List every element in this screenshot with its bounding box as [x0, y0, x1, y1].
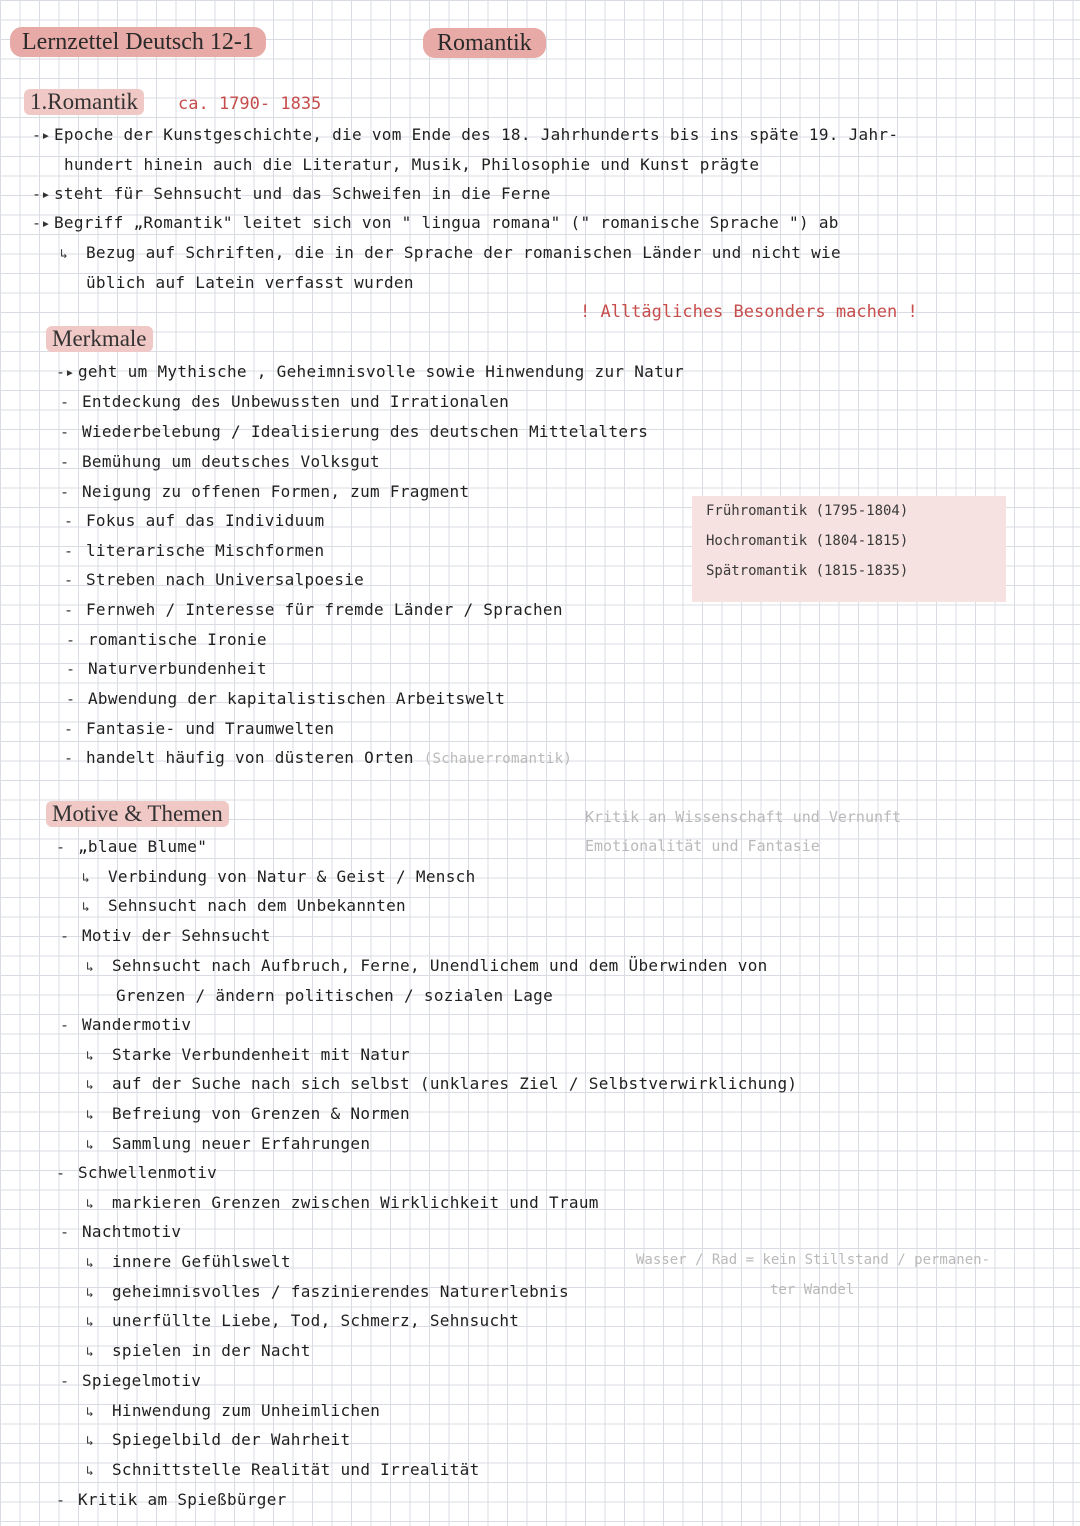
grey-note-kritik: Kritik an Wissenschaft und Vernunft — [585, 808, 902, 826]
motiv-wander: - Wandermotiv — [60, 1015, 192, 1034]
merkmal-item: - Entdeckung des Unbewussten und Irrationalen — [60, 392, 510, 411]
merkmal-item: - Bemühung um deutsches Volksgut — [60, 452, 380, 471]
motiv-sub: ↳ Sehnsucht nach Aufbruch, Ferne, Unendlichem und dem Überwinden von — [86, 956, 768, 975]
merkmal-item: - Naturverbundenheit — [66, 659, 267, 678]
merkmal-item: - literarische Mischformen — [64, 541, 325, 560]
motiv-sub-cont: Grenzen / ändern politischen / sozialen Lage — [116, 986, 554, 1005]
motiv-sub: ↳ Starke Verbundenheit mit Natur — [86, 1045, 410, 1064]
section-heading-motive: Motive & Themen — [46, 801, 229, 827]
grey-note-schauerromantik: (Schauerromantik) — [423, 751, 573, 767]
phase-hoch: Hochromantik (1804-1815) — [706, 533, 909, 549]
section-heading-romantik: 1.Romantik — [24, 89, 144, 115]
motiv-blaue-blume: - „blaue Blume" — [56, 837, 208, 856]
motiv-sub: ↳ innere Gefühlswelt — [86, 1252, 291, 1271]
merkmal-item: - Neigung zu offenen Formen, zum Fragment — [60, 482, 470, 501]
merkmal-item: - Fernweh / Interesse für fremde Länder / Sprachen — [64, 600, 563, 619]
motiv-schwelle: - Schwellenmotiv — [56, 1163, 218, 1182]
definition-line-1: -▸ Epoche der Kunstgeschichte, die vom Ende des 18. Jahrhunderts bis ins späte 19. Jahr- — [32, 125, 899, 144]
motiv-sehnsucht: - Motiv der Sehnsucht — [60, 926, 271, 945]
motiv-sub: ↳ unerfüllte Liebe, Tod, Schmerz, Sehnsucht — [86, 1311, 520, 1330]
red-note-alltaegliches: ! Alltägliches Besonders machen ! — [580, 302, 918, 322]
definition-line-5: ↳ Bezug auf Schriften, die in der Sprache der romanischen Länder und nicht wie — [60, 243, 841, 262]
topic-tag: Romantik — [423, 28, 546, 58]
grey-note-emotionalitaet: Emotionalität und Fantasie — [585, 837, 820, 855]
merkmal-item: - handelt häufig von düsteren Orten (Schauerromantik) — [64, 748, 573, 767]
motiv-sub: ↳ Verbindung von Natur & Geist / Mensch — [82, 867, 476, 886]
merkmal-item: - Abwendung der kapitalistischen Arbeitswelt — [66, 689, 506, 708]
merkmal-item: - Wiederbelebung / Idealisierung des deutschen Mittelalters — [60, 422, 649, 441]
merkmal-item: - Fokus auf das Individuum — [64, 511, 325, 530]
title-tag: Lernzettel Deutsch 12-1 — [10, 27, 266, 57]
motiv-sub: ↳ Schnittstelle Realität und Irrealität — [86, 1460, 480, 1479]
motiv-spiegel: - Spiegelmotiv — [60, 1371, 202, 1390]
grey-note-wandel: ter Wandel — [770, 1282, 855, 1298]
phase-spaet: Spätromantik (1815-1835) — [706, 563, 909, 579]
merkmal-item: - Streben nach Universalpoesie — [64, 570, 365, 589]
definition-line-6: üblich auf Latein verfasst wurden — [86, 273, 414, 292]
merkmal-item: - romantische Ironie — [66, 630, 267, 649]
motiv-nacht: - Nachtmotiv — [60, 1222, 182, 1241]
phases-box — [692, 496, 1006, 602]
kritik-spiessbuerger: - Kritik am Spießbürger — [56, 1490, 287, 1509]
motiv-sub: ↳ Sammlung neuer Erfahrungen — [86, 1134, 371, 1153]
grey-note-wasser-rad: Wasser / Rad = kein Stillstand / permanen- — [636, 1252, 991, 1268]
motiv-sub: ↳ markieren Grenzen zwischen Wirklichkeit und Traum — [86, 1193, 599, 1212]
definition-line-2: hundert hinein auch die Literatur, Musik, Philosophie und Kunst prägte — [64, 155, 760, 174]
merkmal-item: - Fantasie- und Traumwelten — [64, 719, 335, 738]
definition-line-4: -▸ Begriff „Romantik" leitet sich von " lingua romana" (" romanische Sprache ") ab — [32, 213, 839, 232]
motiv-sub: ↳ Spiegelbild der Wahrheit — [86, 1430, 351, 1449]
definition-line-3: -▸ steht für Sehnsucht und das Schweifen in die Ferne — [32, 184, 551, 203]
romantik-dates: ca. 1790- 1835 — [178, 94, 322, 114]
motiv-sub: ↳ auf der Suche nach sich selbst (unklares Ziel / Selbstverwirklichung) — [86, 1074, 798, 1093]
motiv-sub: ↳ Sehnsucht nach dem Unbekannten — [82, 896, 406, 915]
motiv-sub: ↳ geheimnisvolles / faszinierendes Naturerlebnis — [86, 1282, 569, 1301]
phase-frueh: Frühromantik (1795-1804) — [706, 503, 909, 519]
motiv-sub: ↳ Befreiung von Grenzen & Normen — [86, 1104, 410, 1123]
section-heading-merkmale: Merkmale — [46, 326, 153, 352]
merkmal-item: -▸ geht um Mythische , Geheimnisvolle sowie Hinwendung zur Natur — [56, 362, 684, 381]
motiv-sub: ↳ Hinwendung zum Unheimlichen — [86, 1401, 381, 1420]
motiv-sub: ↳ spielen in der Nacht — [86, 1341, 311, 1360]
